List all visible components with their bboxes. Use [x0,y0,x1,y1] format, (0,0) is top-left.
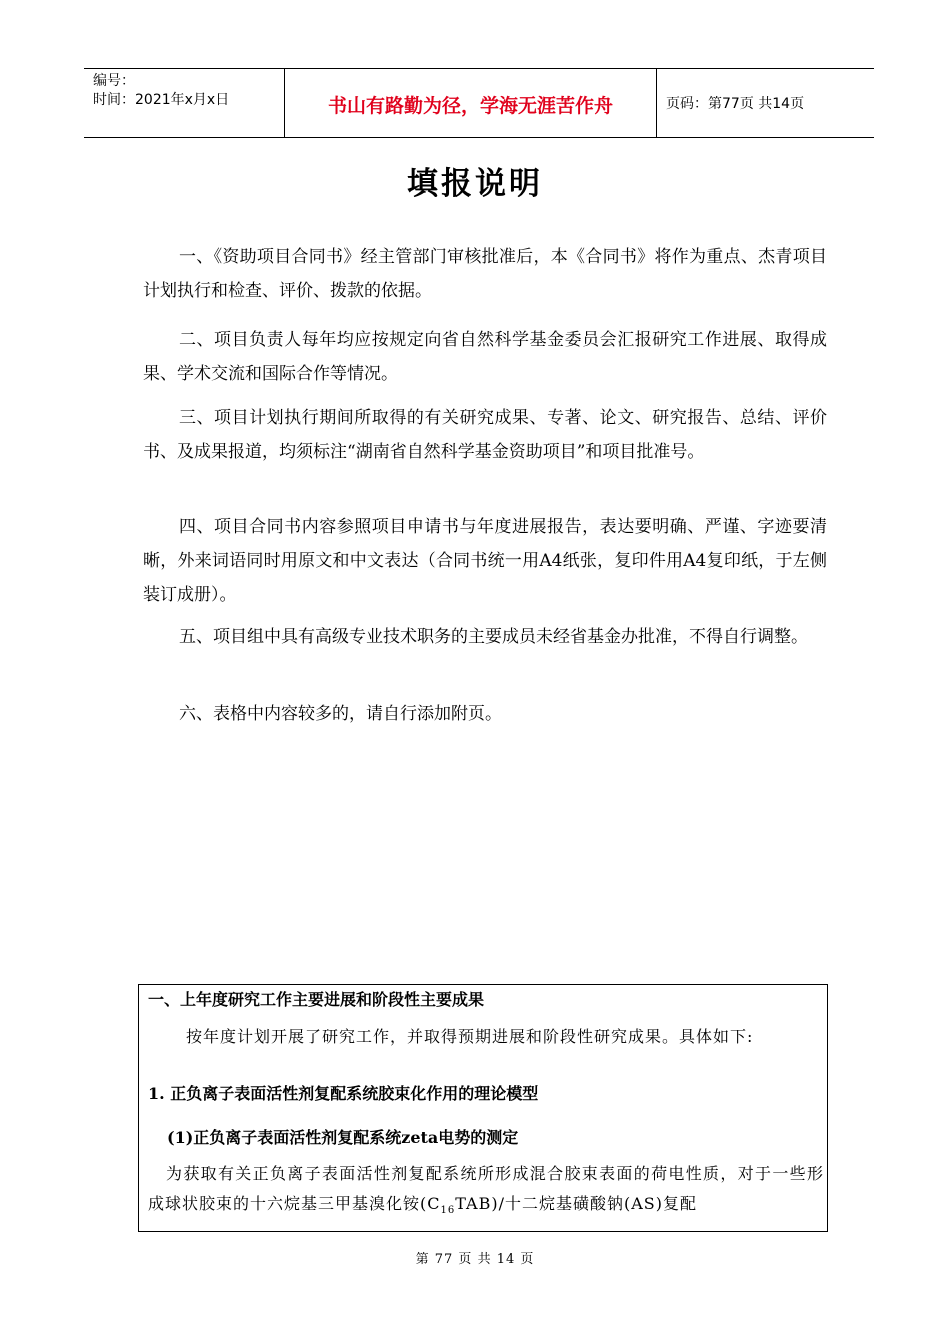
section-intro: 按年度计划开展了研究工作，并取得预期进展和阶段性研究成果。具体如下: [186,1027,754,1046]
page-title: 填报说明 [407,166,543,202]
page-code: 页码：第77页 共14页 [666,96,805,112]
number-label: 编号： [93,73,135,89]
header-motto-cell [284,69,657,137]
time-label: 时间：2021年x月x日 [93,92,230,108]
progress-section-box [138,984,828,1232]
motto-text: 书山有路勤为径，学海无涯苦作舟 [327,95,613,117]
header-table [84,68,874,138]
body-subscript: 16 [440,1205,456,1217]
section-heading: 一、上年度研究工作主要进展和阶段性主要成果 [148,990,485,1009]
section-body [148,1159,824,1226]
body-text-b: TAB)/十二烷基磺酸钠(AS)复配 [455,1194,697,1213]
subheading-zeta-measure: (1)正负离子表面活性剂复配系统zeta电势的测定 [167,1128,519,1147]
header-meta-cell [84,69,284,137]
instruction-5: 五、项目组中具有高级专业技术职务的主要成员未经省基金办批准，不得自行调整。 [179,627,808,647]
page-footer: 第 77 页 共 14 页 [415,1252,535,1267]
subheading-theory-model: 1. 正负离子表面活性剂复配系统胶束化作用的理论模型 [148,1084,539,1103]
instruction-6: 六、表格中内容较多的，请自行添加附页。 [179,704,502,724]
instruction-3: 三、项目计划执行期间所取得的有关研究成果、专著、论文、研究报告、总结、评价书、及成果报道，均须标注“湖南省自然科学基金资助项目”和项目批准号。 [143,408,827,462]
body-text-a: 为获取有关正负离子表面活性剂复配系统所形成混合胶束表面的荷电性质，对于一些形成球状胶束的十六烷基三甲基溴化铵(C [148,1164,824,1213]
header-page-cell [656,69,874,137]
instruction-4: 四、项目合同书内容参照项目申请书与年度进展报告，表达要明确、严谨、字迹要清晰，外来词语同时用原文和中文表达（合同书统一用A4纸张，复印件用A4复印纸，于左侧装订成册）。 [143,517,827,605]
instruction-2: 二、项目负责人每年均应按规定向省自然科学基金委员会汇报研究工作进展、取得成果、学术交流和国际合作等情况。 [143,330,827,384]
instruction-1: 一、《资助项目合同书》经主管部门审核批准后，本《合同书》将作为重点、杰青项目计划执行和检查、评价、拨款的依据。 [143,247,827,301]
